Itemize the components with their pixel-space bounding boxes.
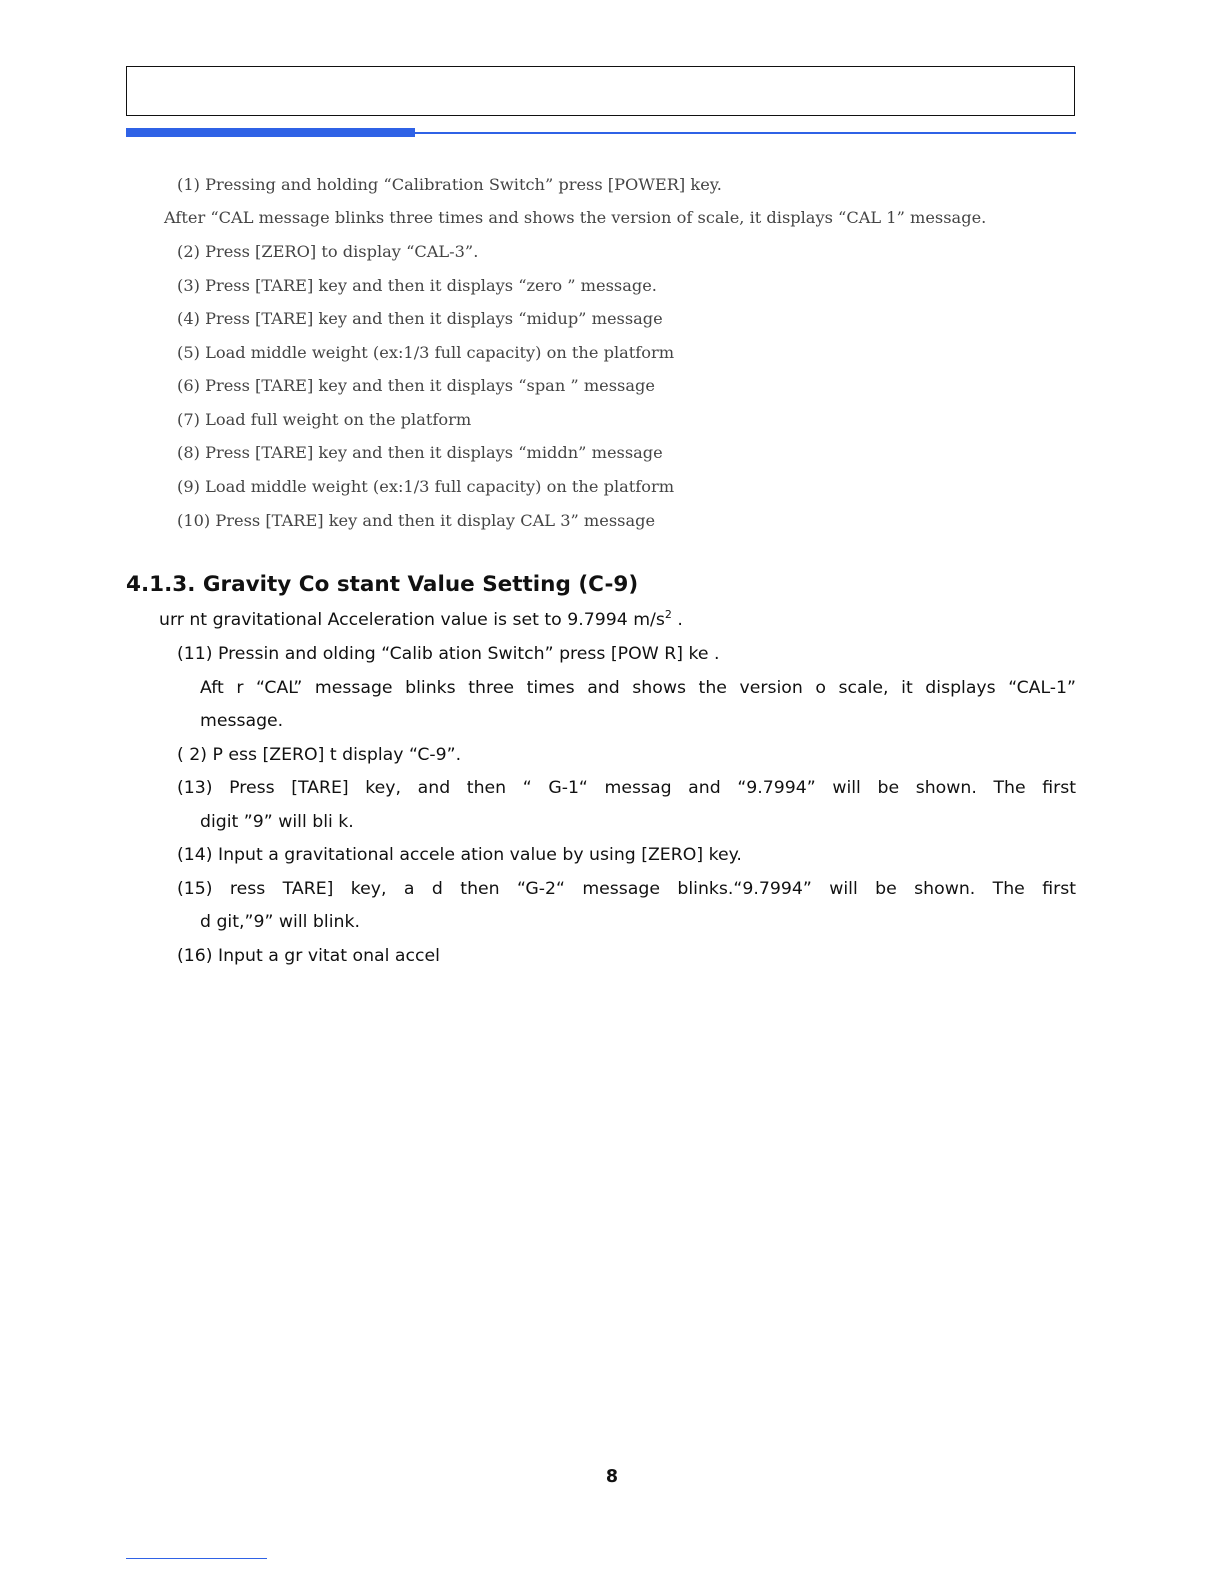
- step-14: (14) Input a gravitational accele ation value by using [ZERO] key.: [177, 845, 742, 865]
- cal-step-4: (4) Press [TARE] key and then it displays “midup” message: [177, 309, 663, 328]
- section-heading: 4.1.3. Gravity Co stant Value Setting (C-9): [126, 572, 639, 597]
- intro-superscript: 2: [664, 608, 672, 622]
- cal-step-1-cont: After “CAL message blinks three times and shows the version of scale, it displays “CAL 1” message.: [164, 208, 987, 227]
- step-11-cont-b: message.: [200, 711, 284, 731]
- header-box: [126, 66, 1075, 116]
- footnote-rule: [126, 1558, 267, 1559]
- cal-step-3: (3) Press [TARE] key and then it displays “zero ” message.: [177, 276, 657, 295]
- intro-end: .: [671, 610, 683, 630]
- step-11-cont-a: Aft r “CAL” message blinks three times and shows the version o scale, it displays “CAL-1”: [200, 678, 1076, 698]
- cal-step-7: (7) Load full weight on the platform: [177, 410, 472, 429]
- header-rule-thick: [126, 128, 415, 137]
- step-13-a: (13) Press [TARE] key, and then “ G-1“ messag and “9.7994” will be shown. The first: [177, 778, 1076, 798]
- header-rule-thin: [415, 132, 1076, 134]
- step-16: (16) Input a gr vitat onal accel: [177, 946, 440, 966]
- step-11: (11) Pressin and olding “Calib ation Switch” press [POW R] ke .: [177, 644, 720, 664]
- step-12: ( 2) P ess [ZERO] t display “C-9”.: [177, 745, 462, 765]
- cal-step-6: (6) Press [TARE] key and then it displays “span ” message: [177, 376, 655, 395]
- cal-step-5: (5) Load middle weight (ex:1/3 full capacity) on the platform: [177, 343, 675, 362]
- cal-step-2: (2) Press [ZERO] to display “CAL-3”.: [177, 242, 479, 261]
- step-15-a: (15) ress TARE] key, a d then “G-2“ message blinks.“9.7994” will be shown. The first: [177, 879, 1076, 899]
- intro-text: urr nt gravitational Acceleration value is set to 9.7994 m/s: [159, 610, 665, 630]
- intro-line: [159, 609, 683, 631]
- cal-step-8: (8) Press [TARE] key and then it displays “middn” message: [177, 443, 663, 462]
- cal-step-1: (1) Pressing and holding “Calibration Switch” press [POWER] key.: [177, 175, 722, 194]
- step-15-b: d git,”9” will blink.: [200, 912, 360, 932]
- step-13-b: digit ”9” will bli k.: [200, 812, 354, 832]
- cal-step-9: (9) Load middle weight (ex:1/3 full capacity) on the platform: [177, 477, 675, 496]
- cal-step-10: (10) Press [TARE] key and then it display CAL 3” message: [177, 511, 656, 530]
- page-number: 8: [605, 1467, 619, 1487]
